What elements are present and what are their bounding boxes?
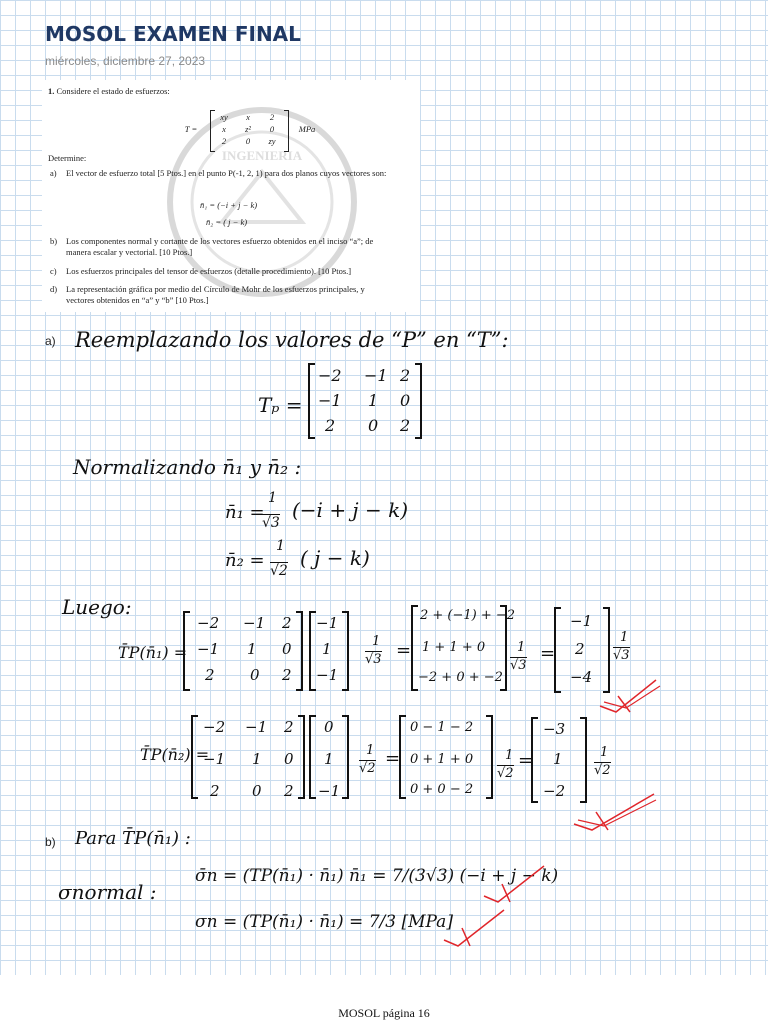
section-b-label: b) xyxy=(45,835,56,849)
check-mark-3 xyxy=(480,862,550,906)
tensor-cell: 0 xyxy=(245,136,251,146)
luego-label: Luego: xyxy=(62,595,132,619)
check-mark-4 xyxy=(440,906,510,950)
n2-lhs: n̄₂ = xyxy=(225,550,265,571)
tp-cell: 2 xyxy=(400,366,411,385)
n1-coef-den: √3 xyxy=(262,515,280,531)
t2-frac-num: 1 xyxy=(366,743,375,758)
t1-result-cell: −1 xyxy=(570,612,593,630)
tp-cell: −1 xyxy=(318,391,342,410)
t2-matrix-cell: 2 xyxy=(210,782,220,800)
item-text: Los esfuerzos principales del tensor de esfuerzos (detalle procedimiento). [10 Ptos.] xyxy=(66,266,352,276)
t2-lhs: T̄P(n̄₂) = xyxy=(140,745,210,764)
t2-sum-cell: 0 − 1 − 2 xyxy=(410,720,474,735)
t1-matrix-cell: 0 xyxy=(250,666,260,684)
n1-coef-num: 1 xyxy=(268,490,277,506)
item-label: c) xyxy=(50,266,57,276)
item-text: El vector de esfuerzo total [5 Ptos.] en el punto P(-1, 2, 1) para dos planos cuyos vectores son: xyxy=(66,168,387,178)
t2-sum-cell: 0 + 1 + 0 xyxy=(410,752,474,767)
t2-equals: = xyxy=(385,748,401,769)
t1-matrix-cell: −2 xyxy=(197,614,220,632)
seal-text: INGENIERIA xyxy=(221,148,303,163)
tp-cell: 0 xyxy=(368,416,379,435)
problem-number: 1. xyxy=(48,86,55,96)
t1-result-cell: −4 xyxy=(570,668,593,686)
section-a-heading: Reemplazando los valores de “P” en “T”: xyxy=(75,328,509,352)
tp-cell: −1 xyxy=(364,366,388,385)
t2-vector-cell: −1 xyxy=(318,782,341,800)
tensor-cell: xy xyxy=(220,112,228,122)
t1-frac-den-2: √3 xyxy=(510,658,527,673)
t2-matrix-cell: 2 xyxy=(284,718,294,736)
tensor-cell: x xyxy=(222,124,226,134)
tp-label: Tₚ = xyxy=(258,393,303,417)
t1-matrix-cell: 1 xyxy=(247,640,257,658)
t2-matrix-cell: −1 xyxy=(245,718,268,736)
t1-matrix-cell: 2 xyxy=(282,666,292,684)
t1-sum-cell: 1 + 1 + 0 xyxy=(422,640,486,655)
t2-result-cell: −3 xyxy=(543,720,566,738)
t1-sum-cell: 2 + (−1) + −2 xyxy=(420,608,516,623)
vector-n2: n̄₂ = ( j − k) xyxy=(206,217,248,227)
sigma-normal-vector: σ̄n = (TP(n̄₁) · n̄₁) n̄₁ = 7/(3√3) (−i + j − k) xyxy=(195,866,559,886)
t2-frac-num-3: 1 xyxy=(600,745,609,760)
check-mark-1 xyxy=(596,676,666,716)
page-date: miércoles, diciembre 27, 2023 xyxy=(45,54,206,68)
t1-matrix-cell: 2 xyxy=(205,666,215,684)
t1-frac-den: √3 xyxy=(365,652,382,667)
t1-matrix-cell: −1 xyxy=(243,614,266,632)
tensor-cell: 2 xyxy=(269,112,275,122)
tensor-bracket-right xyxy=(284,110,289,152)
section-b-heading: Para T̄P(n̄₁) : xyxy=(75,828,191,849)
t1-result-cell: 2 xyxy=(575,640,585,658)
tp-cell: 2 xyxy=(325,416,336,435)
t1-matrix-cell: 0 xyxy=(282,640,292,658)
t2-frac-den-2: √2 xyxy=(497,766,514,781)
t1-frac-num-3: 1 xyxy=(620,630,629,645)
t1-sum-cell: −2 + 0 + −2 xyxy=(418,670,503,685)
tp-cell: −2 xyxy=(318,366,342,385)
t2-matrix-cell: 0 xyxy=(252,782,262,800)
t2-frac-den: √2 xyxy=(359,761,376,776)
tp-cell: 1 xyxy=(368,391,379,410)
t1-equals-2: = xyxy=(540,643,556,664)
check-mark-2 xyxy=(570,790,660,834)
problem-statement xyxy=(42,80,420,312)
t2-vector-cell: 1 xyxy=(324,750,334,768)
tensor-cell: zy xyxy=(268,136,276,146)
n1-lhs: n̄₁ = xyxy=(225,502,265,523)
tensor-cell: z² xyxy=(245,124,251,134)
section-a-label: a) xyxy=(45,334,56,348)
t1-vector-cell: −1 xyxy=(316,666,339,684)
t1-frac-den-3: √3 xyxy=(613,648,630,663)
page-title: MOSOL EXAMEN FINAL xyxy=(45,22,301,46)
tensor-unit: MPa xyxy=(298,124,316,134)
t2-frac-den-3: √2 xyxy=(594,763,611,778)
item-label: b) xyxy=(50,236,58,246)
item-text: La representación gráfica por medio del Círculo de Mohr de los esfuerzos principales, y vectores obtenidos en “a” y “b” [10 Ptos.] xyxy=(66,284,365,305)
t2-matrix-cell: 1 xyxy=(252,750,262,768)
t1-lhs: T̄P(n̄₁) = xyxy=(118,643,188,662)
t1-frac-num: 1 xyxy=(372,634,381,649)
t2-matrix-cell: 2 xyxy=(284,782,294,800)
tensor-cell: 0 xyxy=(269,124,275,134)
n2-rhs: ( j − k) xyxy=(300,546,370,570)
determine-label: Determine: xyxy=(48,153,87,163)
t1-matrix-cell: 2 xyxy=(282,614,292,632)
t2-matrix-cell: 0 xyxy=(284,750,294,768)
normalize-heading: Normalizando n̄₁ y n̄₂ : xyxy=(73,455,302,479)
tp-cell: 0 xyxy=(400,391,411,410)
tensor-matrix xyxy=(184,110,316,152)
item-text: Los componentes normal y cortante de los vectores esfuerzo obtenidos en el inciso “a”; de manera escalar y vectorial. [10 Ptos.] xyxy=(66,236,374,257)
t2-matrix-cell: −2 xyxy=(203,718,226,736)
sigma-normal-scalar: σn = (TP(n̄₁) · n̄₁) = 7/3 [MPa] xyxy=(195,912,453,932)
t2-vector-cell: 0 xyxy=(324,718,334,736)
t2-result-cell: −2 xyxy=(543,782,566,800)
tp-cell: 2 xyxy=(400,416,411,435)
n2-coef-num: 1 xyxy=(276,538,285,554)
t2-equals-2: = xyxy=(518,750,534,771)
tensor-lhs: T = xyxy=(184,124,198,134)
tensor-cell: 2 xyxy=(221,136,227,146)
t1-matrix-cell: −1 xyxy=(197,640,220,658)
t1-vector-cell: 1 xyxy=(322,640,332,658)
t1-vector-cell: −1 xyxy=(316,614,339,632)
item-label: a) xyxy=(50,168,57,178)
t2-result-cell: 1 xyxy=(553,750,563,768)
n2-coef-den: √2 xyxy=(270,563,288,579)
t1-frac-num-2: 1 xyxy=(517,640,526,655)
t1-equals: = xyxy=(396,640,412,661)
t2-matrix-cell: −1 xyxy=(203,750,226,768)
page-footer: MOSOL página 16 xyxy=(338,1006,430,1020)
vector-n1: n̄₁ = (−i + j − k) xyxy=(200,200,258,210)
tensor-cell: x xyxy=(246,112,250,122)
t2-sum-cell: 0 + 0 − 2 xyxy=(410,782,474,797)
problem-intro: Considere el estado de esfuerzos: xyxy=(56,86,170,96)
n1-rhs: (−i + j − k) xyxy=(292,498,409,522)
item-label: d) xyxy=(50,284,58,294)
t2-frac-num-2: 1 xyxy=(505,748,514,763)
sigma-normal-label: σnormal : xyxy=(58,880,157,904)
